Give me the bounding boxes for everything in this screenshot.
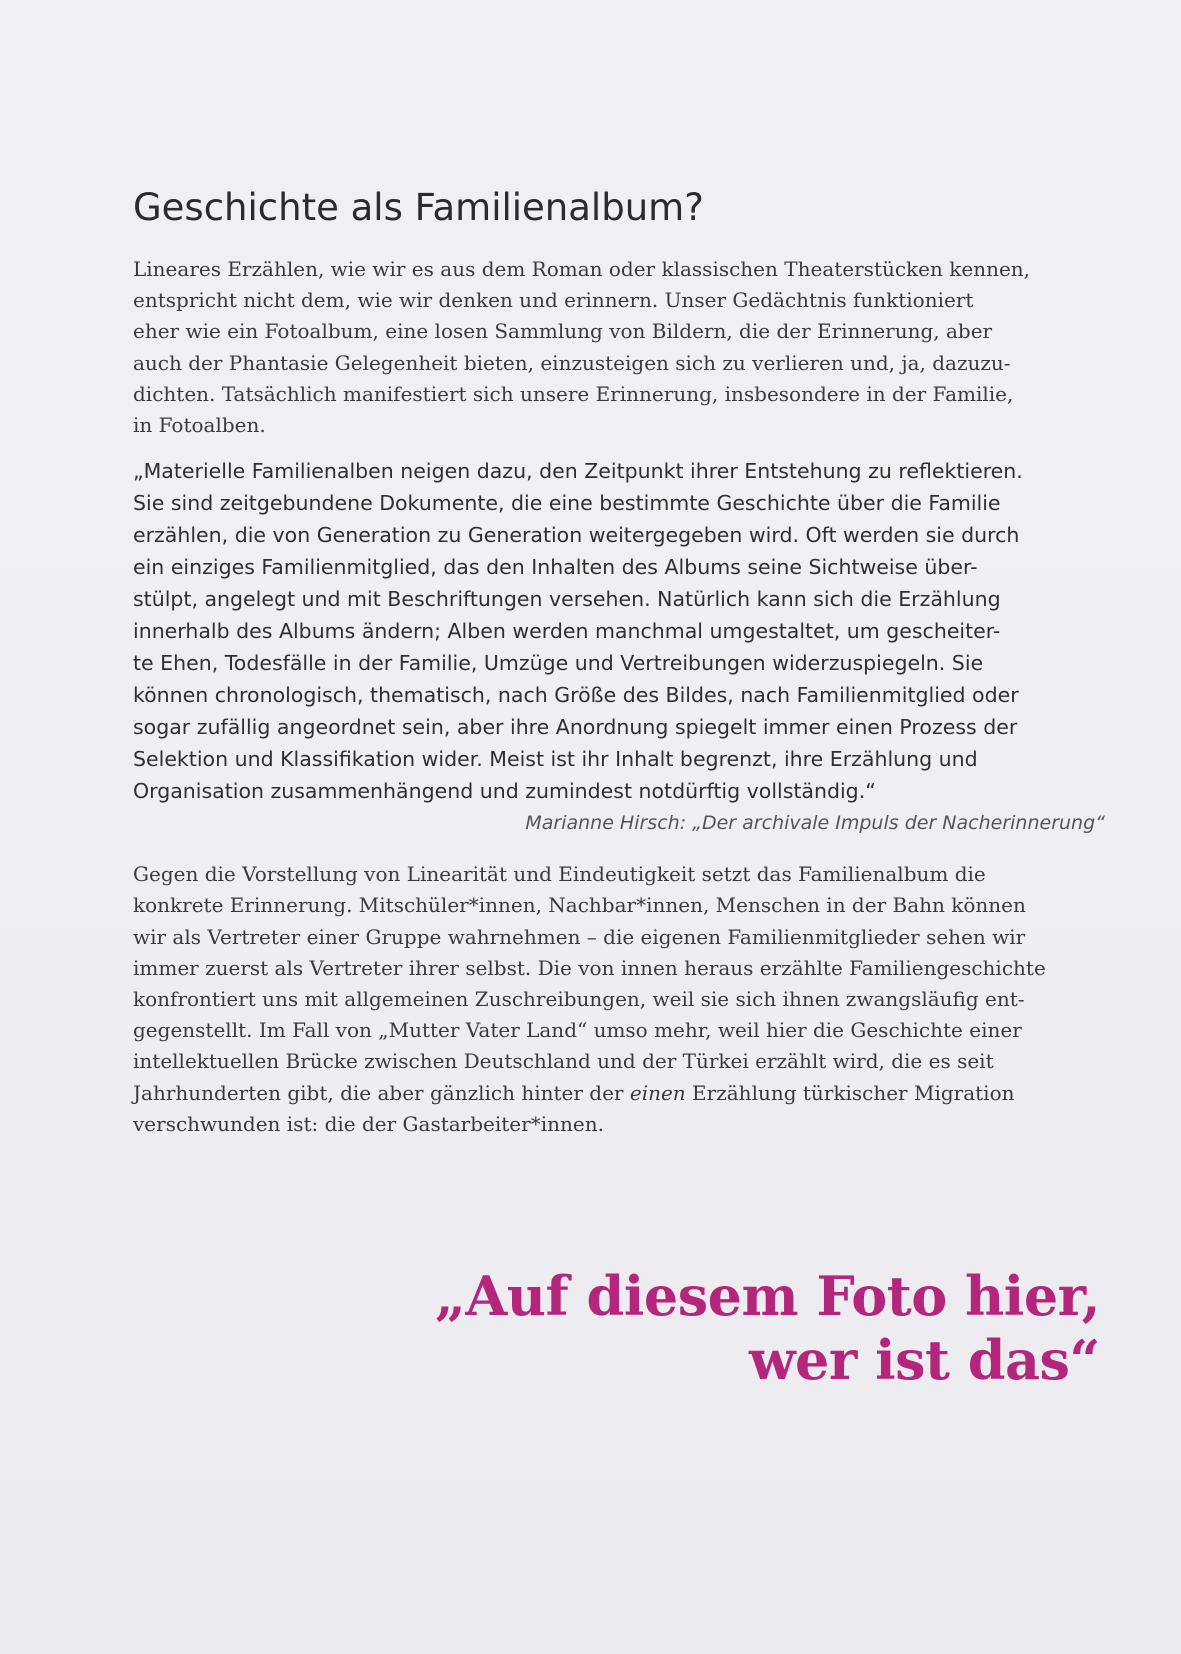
pull-quote-line-1: „Auf diesem Foto hier,	[434, 1264, 1100, 1328]
closing-paragraph-text-start: Gegen die Vorstellung von Linearität und Eindeutigkeit setzt das Familienalbum die konkrete Erinnerung. Mitschüler*innen, Nachbar*innen, Menschen in der Bahn können wir als Vertreter einer Gruppe wahrnehmen – die eigenen Familienmitglieder sehen wir immer zuerst als Vertreter ihrer selbst. Die von innen heraus erzählte Familiengeschichte konfrontiert uns mit allgemeinen Zuschreibungen, weil sie sich ihnen zwangsläufig ent- gegenstellt. Im Fall von „Mutter Vater Land“ umso mehr, weil hier die Geschichte einer intellektuellen Brücke zwischen Deutschland und der Türkei erzählt wird, die es seit Jahrhunderten gibt, die aber gänzlich hinter der	[133, 862, 1046, 1105]
closing-paragraph	[133, 859, 1105, 1140]
quote-source: Marianne Hirsch: „Der archivale Impuls der Nacherinnerung“	[525, 812, 1105, 835]
closing-paragraph-text-end: Erzählung türkischer Migration verschwunden ist: die der Gastarbeiter*innen.	[133, 1080, 1015, 1136]
block-quote: „Materielle Familienalben neigen dazu, den Zeitpunkt ihrer Entstehung zu reflektieren. Sie sind zeitgebundene Dokumente, die eine bestimmte Geschichte über die Familie erzählen, die von Generation zu Generation weitergegeben wird. Oft werden sie durch ein einziges Familienmitglied, das den Inhalten des Albums seine Sichtweise über- stülpt, angelegt und mit Beschriftungen versehen. Natürlich kann sich die Erzählung innerhalb des Albums ändern; Alben werden manchmal umgestaltet, um gescheiter- te Ehen, Todesfälle in der Familie, Umzüge und Vertreibungen widerzuspiegeln. Sie können chronologisch, thematisch, nach Größe des Bildes, nach Familienmitglied oder sogar zufällig angeordnet sein, aber ihre Anordnung spiegelt immer einen Prozess der Selektion und Klassifikation wider. Meist ist ihr Inhalt begrenzt, ihre Erzählung und Organisation zusammenhängend und zumindest notdürftig vollständig.“	[133, 459, 1023, 804]
page-title: Geschichte als Familienalbum?	[133, 186, 704, 229]
closing-paragraph-emphasis: einen	[629, 1080, 686, 1105]
pull-quote-line-2: wer ist das“	[749, 1328, 1100, 1392]
article-body	[133, 183, 1105, 1154]
intro-paragraph: Lineares Erzählen, wie wir es aus dem Roman oder klassischen Theaterstücken kennen, entspricht nicht dem, wie wir denken und erinnern. Unser Gedächtnis funktioniert eher wie ein Fotoalbum, eine losen Sammlung von Bildern, die der Erinnerung, aber auch der Phantasie Gelegenheit bieten, einzusteigen sich zu verlieren und, ja, dazuzu- dichten. Tatsächlich manifestiert sich unsere Erinnerung, insbesondere in der Familie, in Fotoalben.	[133, 257, 1031, 438]
pull-quote	[280, 1264, 1100, 1392]
